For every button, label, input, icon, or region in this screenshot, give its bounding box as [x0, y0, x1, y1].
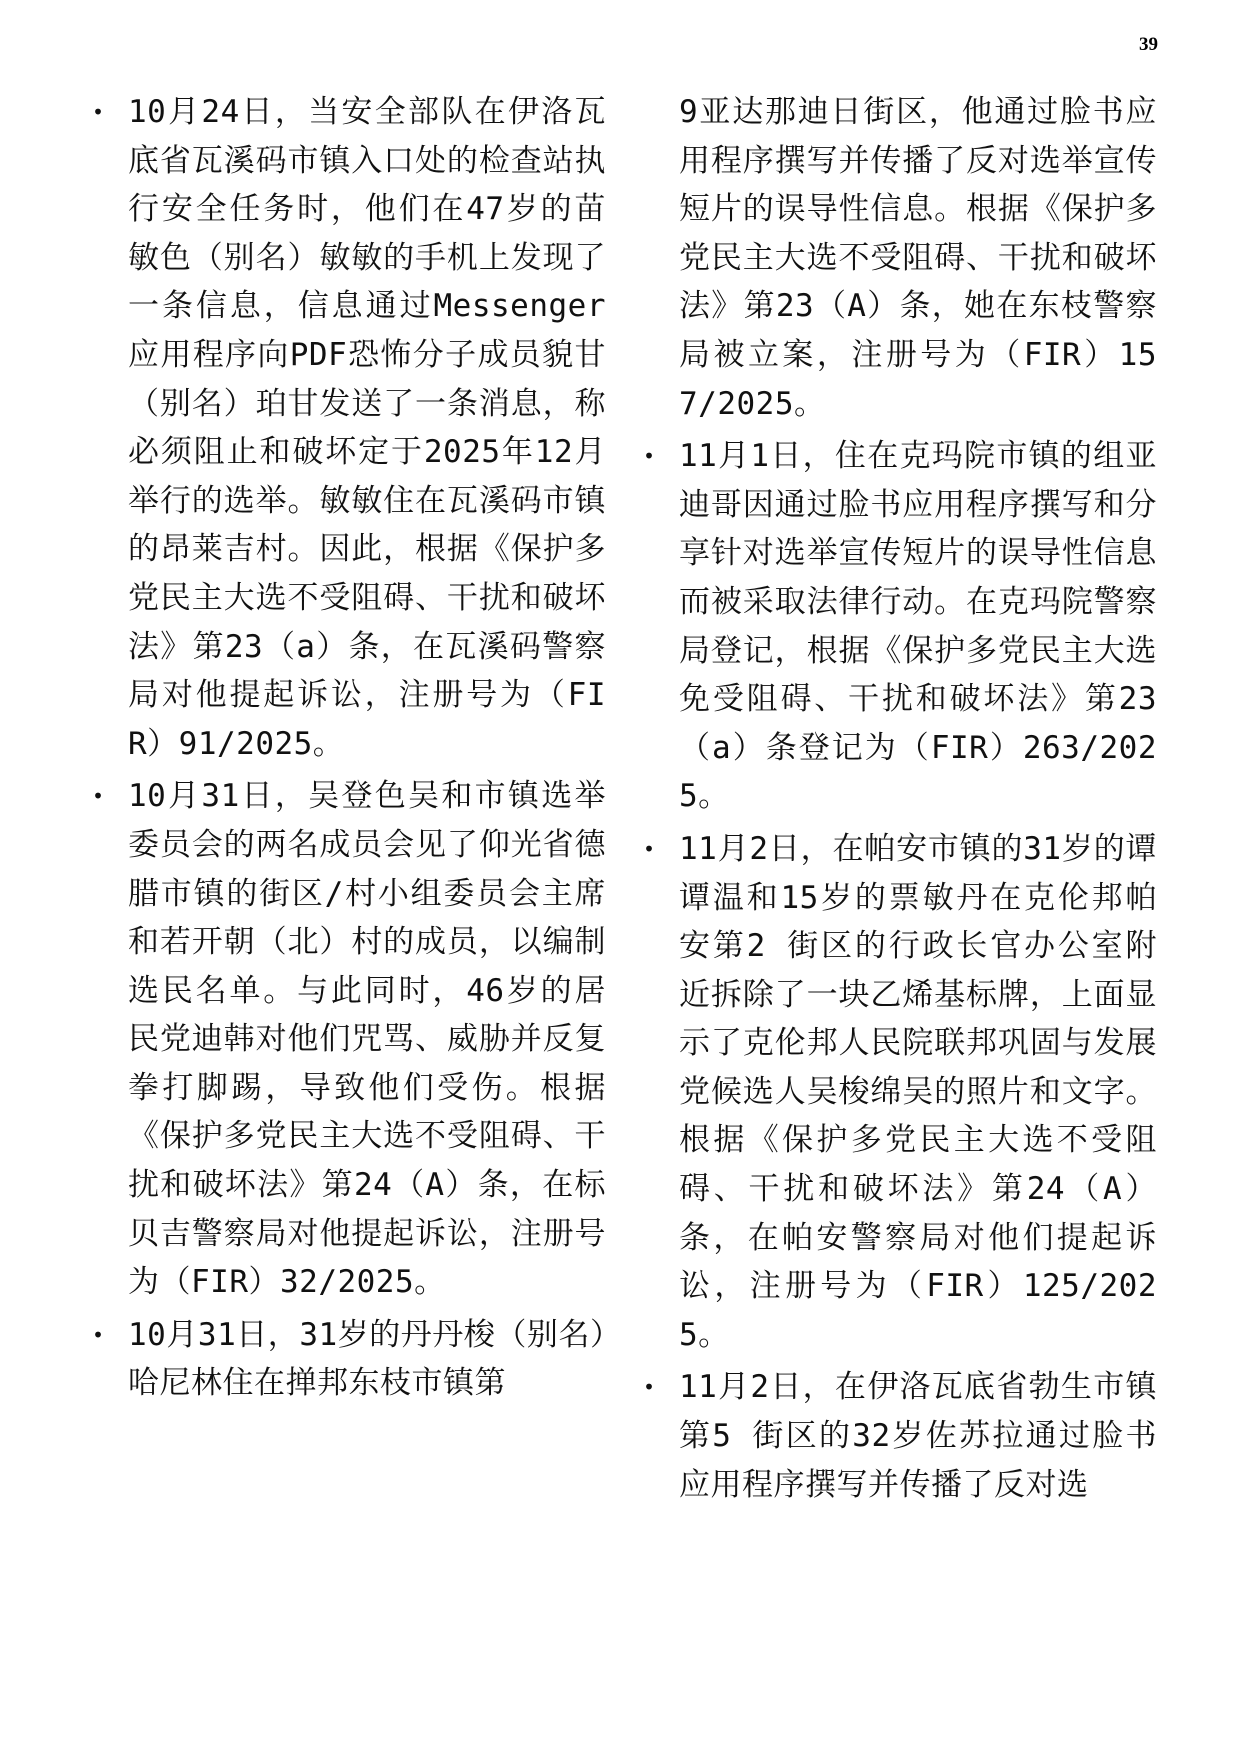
list-item: [643, 432, 1157, 821]
list-item-text: 10月24日，当安全部队在伊洛瓦底省瓦溪码市镇入口处的检查站执行安全任务时，他们在47岁的苗敏色（别名）敏敏的手机上发现了一条信息，信息通过Messenger应用程序向PDF恐怖分子成员貌甘（别名）珀甘发送了一条消息，称必须阻止和破坏定于2025年12月举行的选举。敏敏住在瓦溪码市镇的昂莱吉村。因此，根据《保护多党民主大选不受阻碍、干扰和破坏法》第23（a）条，在瓦溪码警察局对他提起诉讼，注册号为（FIR）91/2025。: [128, 94, 606, 762]
page-number: 39: [1139, 34, 1158, 55]
bullet-icon: •: [643, 836, 656, 861]
list-item-text: 10月31日，吴登色吴和市镇选举委员会的两名成员会见了仰光省德腊市镇的街区/村小组委员会主席和若开朝（北）村的成员，以编制选民名单。与此同时，46岁的居民党迪韩对他们咒骂、威胁并反复拳打脚踢，导致他们受伤。根据《保护多党民主大选不受阻碍、干扰和破坏法》第24（A）条，在标贝吉警察局对他提起诉讼，注册号为（FIR）32/2025。: [128, 778, 606, 1301]
right-column: [643, 88, 1157, 1513]
list-item: [643, 1363, 1157, 1509]
list-item: [643, 825, 1157, 1360]
left-column: [92, 88, 606, 1412]
bullet-icon: •: [92, 1322, 105, 1347]
continued-paragraph: 9亚达那迪日街区，他通过脸书应用程序撰写并传播了反对选举宣传短片的误导性信息。根据《保护多党民主大选不受阻碍、干扰和破坏法》第23（A）条，她在东枝警察局被立案，注册号为（FIR）157/2025。: [679, 94, 1157, 422]
bullet-icon: •: [92, 784, 105, 809]
list-item: [92, 88, 606, 768]
list-item-text: 11月2日，在帕安市镇的31岁的谭谭温和15岁的票敏丹在克伦邦帕安第2 街区的行政长官办公室附近拆除了一块乙烯基标牌，上面显示了克伦邦人民院联邦巩固与发展党候选人吴梭绵吴的照片和文字。根据《保护多党民主大选不受阻碍、干扰和破坏法》第24（A）条，在帕安警察局对他们提起诉讼，注册号为（FIR）125/2025。: [679, 830, 1157, 1353]
bullet-icon: •: [643, 444, 656, 469]
list-item: [92, 772, 606, 1307]
bullet-icon: •: [643, 1375, 656, 1400]
list-item-text: 11月2日，在伊洛瓦底省勃生市镇第5 街区的32岁佐苏拉通过脸书应用程序撰写并传播了反对选: [679, 1369, 1157, 1503]
list-item-text: 10月31日，31岁的丹丹梭（别名）哈尼林住在掸邦东枝市镇第: [128, 1316, 606, 1402]
list-item: [92, 1311, 606, 1408]
list-item-text: 11月1日，住在克玛院市镇的组亚迪哥因通过脸书应用程序撰写和分享针对选举宣传短片的误导性信息而被采取法律行动。在克玛院警察局登记，根据《保护多党民主大选免受阻碍、干扰和破坏法》第23（a）条登记为（FIR）263/2025。: [679, 438, 1157, 815]
bullet-icon: •: [92, 100, 105, 124]
